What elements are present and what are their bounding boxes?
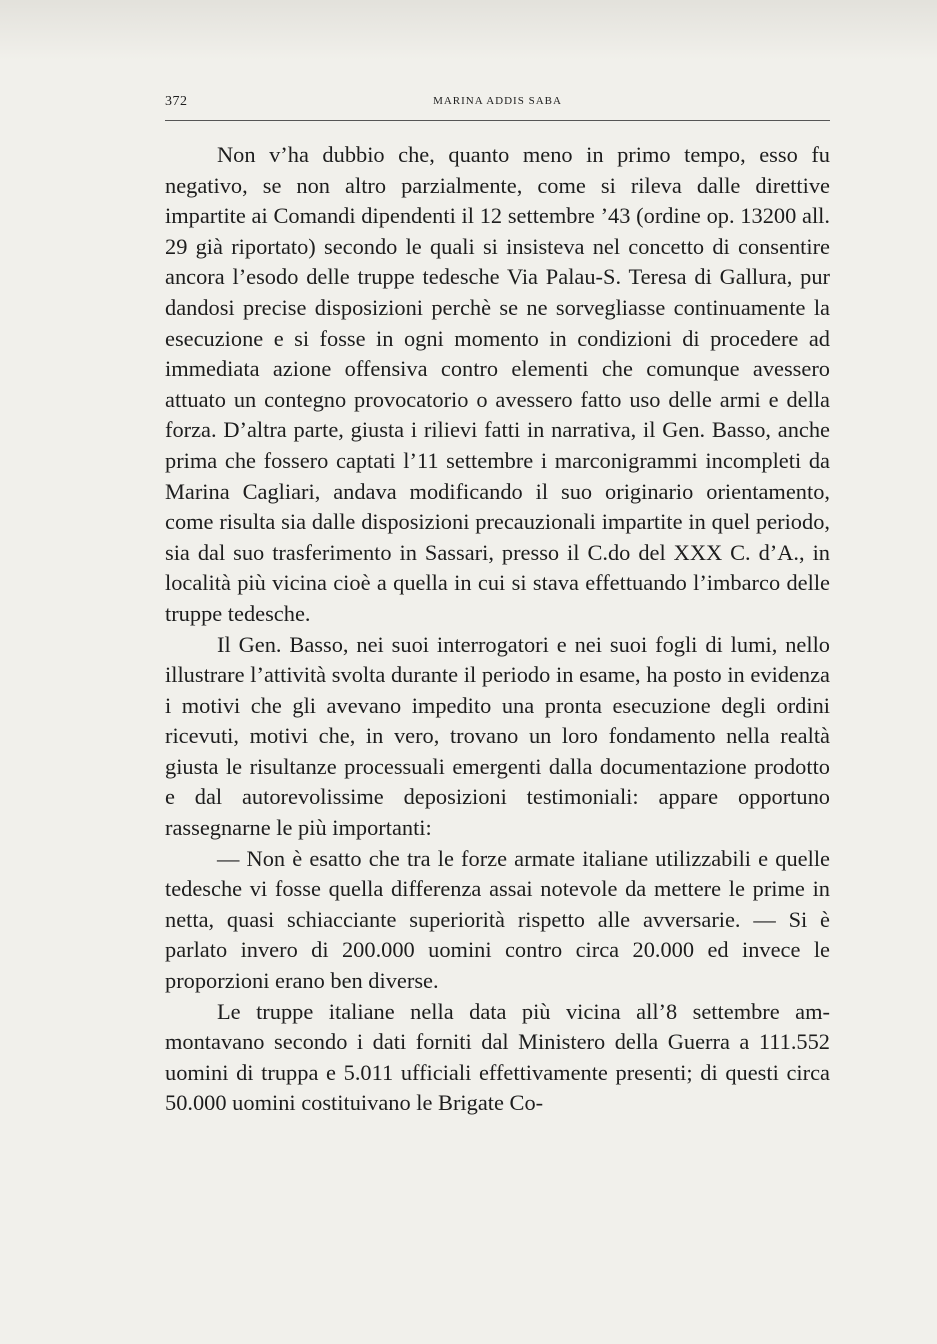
paragraph: Le truppe italiane nella data più vicina all’8 settembre ammontavano secondo i dati forniti dal Ministero della Guerra a 111.552 uomini di truppa e 5.011 ufficiali effettivamente presenti; di questi circa 50.000 uomini costituivano le Brigate Co-: [165, 998, 830, 1116]
running-head: MARINA ADDIS SABA: [433, 95, 562, 107]
paragraph: Non v’ha dubbio che, quanto meno in primo tempo, esso fu negativo, se non altro parzialmente, come si rileva dalle direttive impartite ai Comandi dipendenti il 12 settembre ’43 (ordine op. 13200 all. 29 già riportato) secondo le quali si insisteva nel concetto di consentire ancora l’esodo delle truppe tedesche Via Palau-S. Teresa di Gallura, pur dandosi precise disposizioni perchè se ne sorvegliasse continuamente la esecuzione e si fosse in ogni momento in condizioni di procedere ad immediata azione offensiva contro elementi che comunque avessero attuato un contegno provocatorio o avessero fatto uso delle armi e della forza. D’altra parte, giusta i rilievi fatti in narrativa, il Gen. Basso, anche prima che fossero captati l’11 settembre i marconigrammi incompleti da Marina Cagliari, andava modificando il suo originario orientamento, come risulta sia dalle disposizioni precauzionali impartite in quel periodo, sia dal suo trasferimento in Sassari, presso il C.do del XXX C. d’A., in località più vicina cioè a quella in cui si stava effettuando l’imbarco delle truppe tedesche.: [165, 142, 830, 626]
paragraph: Il Gen. Basso, nei suoi interrogatori e nei suoi fogli di lumi, nello illustrare l’attività svolta durante il periodo in esame, ha posto in evidenza i motivi che gli avevano impedito una pronta esecuzione degli ordini ricevuti, motivi che, in vero, trovano un loro fondamento nella realtà giusta le risultanze processuali emergenti dalla documentazione prodotto e dal autorevolissime deposizioni testimoniali: appare opportuno rassegnarne le più importanti:: [165, 631, 830, 841]
paragraph: — Non è esatto che tra le forze armate italiane utilizzabili e quelle tedesche vi fosse quella differenza assai notevole da mettere le prime in netta, quasi schiacciante superiorità rispetto alle avversarie. — Si è parlato invero di 200.000 uomini contro circa 20.000 ed invece le proporzioni erano ben diverse.: [165, 845, 830, 994]
body-text: [165, 140, 830, 1119]
page-number: 372: [165, 94, 188, 109]
page-header: [165, 94, 830, 121]
scan-shadow: [0, 0, 937, 60]
